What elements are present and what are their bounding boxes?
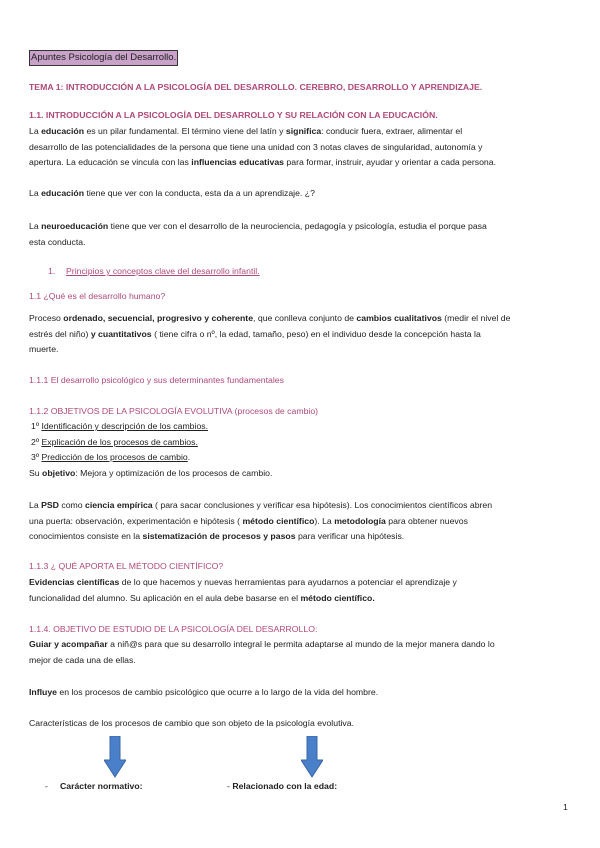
paragraph-neuroeducation: La neuroeducación tiene que ver con el desarrollo de la neurociencia, pedagogía y psicología, estudia el porque pasa esta conducta. (29, 221, 487, 247)
paragraph-characteristics: Características de los procesos de cambio que son objeto de la psicología evolutiva. (29, 718, 355, 728)
objective-item: 1º Identificación y descripción de los cambios. (31, 421, 209, 431)
arrow-down-icon (301, 736, 323, 778)
tema-heading: TEMA 1: INTRODUCCIÓN A LA PSICOLOGÍA DEL DESARROLLO. CEREBRO, DESARROLLO Y APRENDIZAJE. (29, 82, 483, 92)
arrow-down-icon (104, 736, 126, 778)
objective-item: 3º Predicción de los procesos de cambio. (31, 452, 191, 462)
bullet-item: - Relacionado con la edad: (227, 781, 338, 791)
heading-1-1: 1.1 ¿Qué es el desarrollo humano? (29, 291, 166, 301)
document-title: Apuntes Psicología del Desarrollo. (29, 50, 178, 66)
list-item-label: Principios y conceptos clave del desarrollo infantil. (66, 266, 260, 276)
paragraph-scientific-evidence: Evidencias científicas de lo que hacemos y nuevas herramientas para ayudarnos a potenciar el aprendizaje y funcionalidad del alumno. Su aplicación en el aula debe basarse en el método científico. (29, 577, 457, 603)
heading-1-1-3: 1.1.3 ¿ QUÉ APORTA EL MÉTODO CIENTÍFICO? (29, 561, 224, 571)
paragraph-objective: Su objetivo: Mejora y optimización de los procesos de cambio. (29, 468, 273, 478)
paragraph-psd: La PSD como ciencia empírica ( para sacar conclusiones y verificar esa hipótesis). Los conocimientos científicos abren una puerta: observación, experimentación e hipótesis ( método científico). La metodología para obtener nuevos conocimientos consiste en la sistematización de procesos y pasos para verificar una hipótesis. (29, 500, 493, 541)
heading-1-1-4: 1.1.4. OBJETIVO DE ESTUDIO DE LA PSICOLOGÍA DEL DESARROLLO: (29, 624, 318, 634)
section-heading-1-1: 1.1. INTRODUCCIÓN A LA PSICOLOGÍA DEL DESARROLLO Y SU RELACIÓN CON LA EDUCACIÓN. (29, 110, 438, 120)
objectives-list (31, 419, 208, 466)
list-item: 1. (48, 266, 56, 276)
bullet-item: - Carácter normativo: (45, 781, 143, 791)
page-number: 1 (563, 802, 568, 812)
paragraph-human-development: Proceso ordenado, secuencial, progresivo y coherente, que conlleva conjunto de cambios cualitativos (medir el nivel de estrés del niño) y cuantitativos ( tiene cifra o nº, la edad, tamaño, peso) en el individuo desde la concepción hasta la muerte. (29, 313, 511, 354)
heading-1-1-1: 1.1.1 El desarrollo psicológico y sus determinantes fundamentales (29, 375, 284, 385)
heading-1-1-2: 1.1.2 OBJETIVOS DE LA PSICOLOGÍA EVOLUTIVA (procesos de cambio) (29, 406, 319, 416)
paragraph-education-conduct: La educación tiene que ver con la conducta, esta da a un aprendizaje. ¿? (29, 188, 315, 198)
paragraph-influence: Influye en los procesos de cambio psicológico que ocurre a lo largo de la vida del hombre. (29, 687, 379, 697)
objective-item: 2º Explicación de los procesos de cambios. (31, 436, 198, 447)
paragraph-education: La educación es un pilar fundamental. El término viene del latín y significa: conducir fuera, extraer, alimentar el desarrollo de las potencialidades de la persona que tiene una unidad con 3 notas claves de singularidad, autonomía y apertura. La educación se vincula con las influencias educativas para formar, instruir, ayudar y orientar a cada persona. (29, 126, 496, 167)
paragraph-guide: Guiar y acompañar a niñ@s para que su desarrollo integral le permita adaptarse al mundo de la mejor manera dando lo mejor de cada una de ellas. (29, 639, 495, 665)
